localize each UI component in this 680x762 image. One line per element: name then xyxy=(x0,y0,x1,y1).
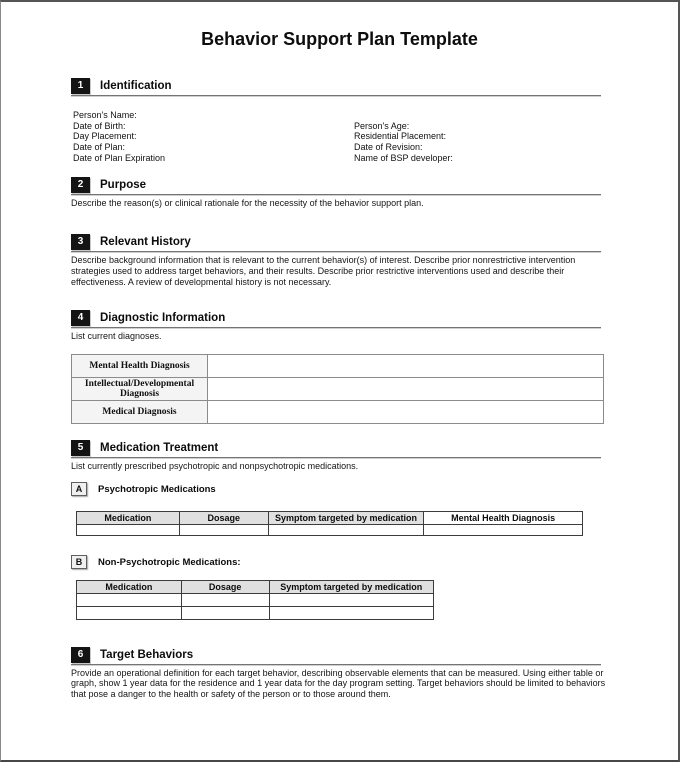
field-label-bsp-developer: Name of BSP developer: xyxy=(354,152,453,163)
table-row xyxy=(77,524,583,535)
table-row xyxy=(77,606,434,619)
section-divider xyxy=(71,95,601,97)
relevant-history-description: Describe background information that is relevant to the current behavior(s) of interest. Describe prior nonrestrictive intervention strategies used to address target behaviors, and their results. Describe prior restrictive interventions used and describe their effectiveness. A review of developmental history is not necessary. xyxy=(71,255,576,287)
column-header-symptom-targeted: Symptom targeted by medication xyxy=(268,511,424,524)
section-title: Target Behaviors xyxy=(100,648,194,661)
column-header-medication: Medication xyxy=(77,580,182,593)
identification-left-column xyxy=(73,110,606,164)
field-label-date-of-birth: Date of Birth: xyxy=(73,120,126,131)
empty-cell[interactable] xyxy=(424,524,583,535)
section-header xyxy=(71,177,606,193)
empty-cell[interactable] xyxy=(181,593,269,606)
diagnosis-table xyxy=(71,354,604,424)
field-label-day-placement: Day Placement: xyxy=(73,131,137,142)
subsection-non-psychotropic-header xyxy=(71,555,606,570)
purpose-description: Describe the reason(s) or clinical rationale for the necessity of the behavior support plan. xyxy=(71,197,424,208)
document-content xyxy=(71,78,606,700)
table-header-row xyxy=(77,511,583,524)
field-label-date-of-plan-expiration: Date of Plan Expiration xyxy=(73,152,166,163)
section-number-badge: 5 xyxy=(71,440,90,456)
section-number-badge: 2 xyxy=(71,177,90,193)
section-header xyxy=(71,234,606,250)
identification-right-column xyxy=(354,121,453,164)
section-divider xyxy=(71,251,601,253)
section-divider xyxy=(71,457,601,459)
field-label-persons-name: Person's Name: xyxy=(73,110,137,120)
subsection-title: Psychotropic Medications xyxy=(98,483,216,495)
empty-cell[interactable] xyxy=(77,524,180,535)
diagnostic-information-description: List current diagnoses. xyxy=(71,331,162,342)
section-header xyxy=(71,440,606,456)
empty-cell[interactable] xyxy=(181,606,269,619)
section-diagnostic-information xyxy=(71,310,606,424)
column-header-medication: Medication xyxy=(77,511,180,524)
section-title: Diagnostic Information xyxy=(100,312,226,325)
diagnosis-value-cell[interactable] xyxy=(208,378,604,401)
identification-fields xyxy=(71,110,606,164)
table-row xyxy=(72,378,604,401)
empty-cell[interactable] xyxy=(179,524,268,535)
empty-cell[interactable] xyxy=(268,524,424,535)
section-title: Relevant History xyxy=(100,236,191,249)
column-header-symptom-targeted: Symptom targeted by medication xyxy=(269,580,433,593)
column-header-dosage: Dosage xyxy=(179,511,268,524)
target-behaviors-description: Provide an operational definition for each target behavior, describing observable elements that can be measured. Using either table or graph, show 1 year data for the residence and 1 year data for the day program setting. Target behaviors should be limited to behaviors that pose a danger to the health or safety of the person or to those around them. xyxy=(71,667,606,700)
empty-cell[interactable] xyxy=(77,593,182,606)
diagnosis-row-label-mental-health: Mental Health Diagnosis xyxy=(72,355,208,378)
section-target-behaviors xyxy=(71,647,606,700)
page-title: Behavior Support Plan Template xyxy=(201,29,478,49)
subsection-title: Non-Psychotropic Medications: xyxy=(98,556,241,568)
section-title: Medication Treatment xyxy=(100,442,219,455)
column-header-dosage: Dosage xyxy=(181,580,269,593)
section-relevant-history xyxy=(71,234,606,287)
section-header xyxy=(71,78,606,94)
empty-cell[interactable] xyxy=(269,606,433,619)
section-header xyxy=(71,310,606,326)
column-header-mental-health-diagnosis: Mental Health Diagnosis xyxy=(424,511,583,524)
medication-treatment-description: List currently prescribed psychotropic and nonpsychotropic medications. xyxy=(71,461,359,472)
section-purpose xyxy=(71,177,606,209)
field-label-date-of-revision: Date of Revision: xyxy=(354,142,423,153)
section-divider xyxy=(71,194,601,196)
table-header-row xyxy=(77,580,434,593)
section-divider xyxy=(71,327,601,329)
table-row xyxy=(72,401,604,424)
psychotropic-medications-table xyxy=(76,511,583,536)
section-divider xyxy=(71,664,601,666)
section-title: Identification xyxy=(100,80,172,92)
subsection-letter-badge: A xyxy=(71,482,87,496)
diagnosis-value-cell[interactable] xyxy=(208,355,604,378)
field-label-persons-age: Person's Age: xyxy=(354,120,410,131)
section-number-badge: 6 xyxy=(71,647,90,663)
empty-cell[interactable] xyxy=(269,593,433,606)
subsection-letter-badge: B xyxy=(71,555,87,569)
subsection-psychotropic-header xyxy=(71,482,606,497)
table-row xyxy=(72,355,604,378)
section-header xyxy=(71,647,606,663)
field-label-residential-placement: Residential Placement: xyxy=(354,131,447,142)
section-number-badge: 3 xyxy=(71,234,90,250)
section-title: Purpose xyxy=(100,178,147,191)
diagnosis-row-label-intellectual-developmental: Intellectual/Developmental Diagnosis xyxy=(72,378,208,401)
field-label-date-of-plan: Date of Plan: xyxy=(73,142,126,153)
non-psychotropic-medications-table xyxy=(76,580,434,620)
table-row xyxy=(77,593,434,606)
section-number-badge: 1 xyxy=(71,78,90,94)
section-medication-treatment xyxy=(71,440,606,620)
section-number-badge: 4 xyxy=(71,310,90,326)
diagnosis-value-cell[interactable] xyxy=(208,401,604,424)
section-identification xyxy=(71,78,606,164)
diagnosis-row-label-medical: Medical Diagnosis xyxy=(72,401,208,424)
empty-cell[interactable] xyxy=(77,606,182,619)
